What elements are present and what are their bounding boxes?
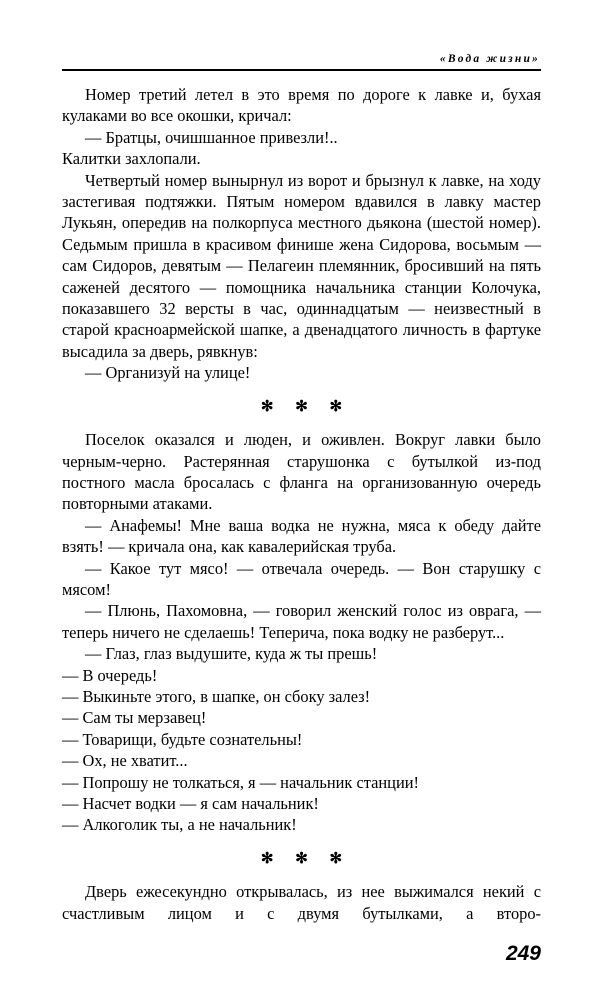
paragraph: — Алкоголик ты, а не начальник! <box>62 815 297 835</box>
paragraph: Номер третий летел в это время по дороге к лавке и, бухая кулаками во все окошки, кричал: <box>62 85 541 126</box>
paragraph: Калитки захлопали. <box>62 149 201 169</box>
paragraph: — Организуй на улице! <box>85 363 251 383</box>
running-header-title: «Вода жизни» <box>439 53 540 65</box>
paragraph: — Товарищи, будьте сознательны! <box>62 729 303 749</box>
paragraph: Поселок оказался и люден, и оживлен. Вокруг лавки было черным-черно. Растерянная старушонка с бутылкой из-под постного масла бросалась с фланга на организованную очередь повторными атаками. <box>62 430 541 514</box>
paragraph: — Братцы, очишшанное привезли!.. <box>85 127 338 147</box>
spacer <box>62 418 541 429</box>
spacer <box>62 836 541 849</box>
paragraph: — Сам ты мерзавец! <box>62 708 207 728</box>
paragraph: Дверь ежесекундно открывалась, из нее выжимался некий с счастливым лицом и с двумя бутылками, а второ- <box>62 882 541 923</box>
header-rule <box>62 69 541 71</box>
paragraph: — Плюнь, Пахомовна, — говорил женский голос из оврага, — теперь ничего не сделаешь! Теперича, пока водку не разберут... <box>62 601 541 642</box>
paragraph: — Попрошу не толкаться, я — начальник станции! <box>62 772 419 792</box>
section-divider: ✻ ✻ ✻ <box>260 850 352 867</box>
paragraph: — Какое тут мясо! — отвечала очередь. — Вон старушку с мясом! <box>62 558 541 599</box>
running-header <box>62 52 541 71</box>
body-text-column <box>62 84 541 945</box>
spacer <box>62 870 541 881</box>
page-number: 249 <box>505 942 541 965</box>
paragraph: — Анафемы! Мне ваша водка не нужна, мяса к обеду дайте взять! — кричала она, как кавалерийская труба. <box>62 515 541 557</box>
paragraph: — Выкиньте этого, в шапке, он сбоку залез! <box>62 686 371 706</box>
paragraph: — Насчет водки — я сам начальник! <box>62 794 319 813</box>
paragraph: — В очередь! <box>62 665 158 685</box>
paragraph: — Ох, не хватит... <box>62 751 188 771</box>
spacer <box>62 384 541 397</box>
paragraph: — Глаз, глаз выдушите, куда ж ты прешь! <box>85 644 378 664</box>
section-divider: ✻ ✻ ✻ <box>260 398 352 415</box>
paragraph: Четвертый номер вынырнул из ворот и брызнул к лавке, на ходу застегивая подтяжки. Пятым номером вдавился в лавку мастер Лукьян, опередив на полкорпуса местного дьякона (шестой номер). Седьмым пришла в красивом финише жена Сидорова, восьмым — сам Сидоров, девятым — Пелагеин племянник, бросивший на пять саженей десятого — помощника начальника станции Колочука, показавшего 32 версты в час, одиннадцатым — неизвестный в старой красноармейской шапке, а двенадцатого личность в фартуке высадила за дверь, рявкнув: <box>62 170 541 361</box>
